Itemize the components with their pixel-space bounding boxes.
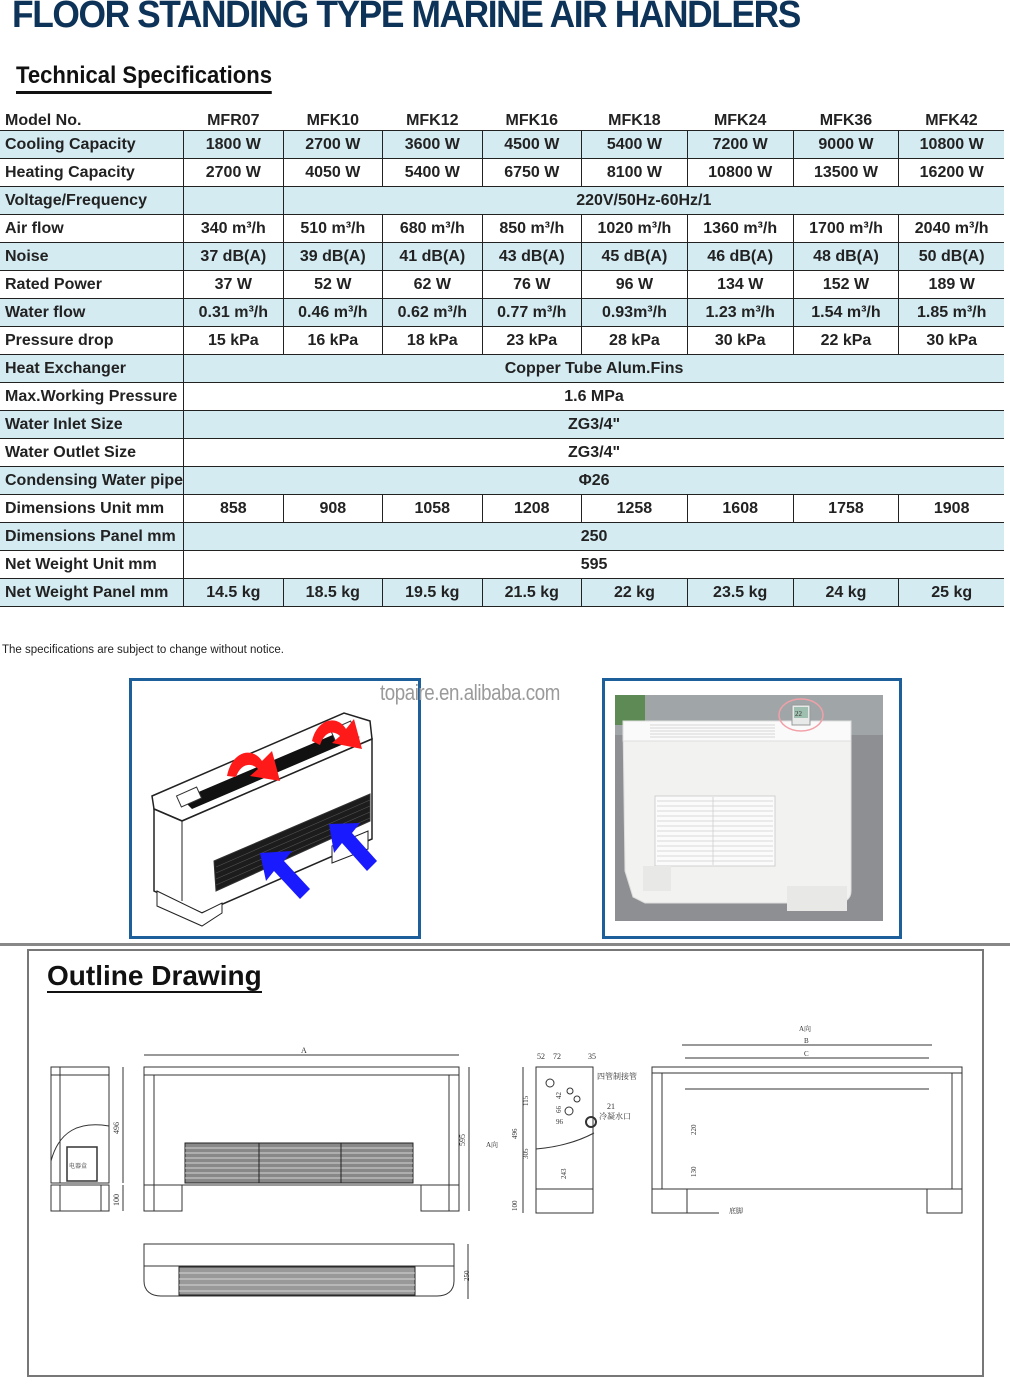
- spec-cell-span: 1.6 MPa: [184, 383, 1004, 411]
- spec-cell: 30 kPa: [687, 327, 793, 355]
- spec-row-label: Max.Working Pressure: [0, 383, 184, 411]
- spec-row-label: Net Weight Unit mm: [0, 551, 184, 579]
- dim-52-label: 52: [537, 1052, 545, 1061]
- spec-cell: 45 dB(A): [582, 243, 688, 271]
- model-name: MFK12: [383, 108, 482, 131]
- spec-cell: 1.85 m³/h: [899, 299, 1004, 327]
- outline-technical-drawing: [29, 951, 982, 1375]
- dim-c-label: C: [804, 1050, 809, 1058]
- thermostat-display: 22: [795, 710, 802, 718]
- spec-cell: 510 m³/h: [283, 215, 382, 243]
- spec-cell-span: Φ26: [184, 467, 1004, 495]
- spec-cell-span: ZG3/4": [184, 439, 1004, 467]
- watermark-text: topaire.en.alibaba.com: [380, 680, 560, 705]
- spec-cell: 24 kg: [793, 579, 899, 607]
- spec-row-label: Noise: [0, 243, 184, 271]
- dim-96-label: 96: [556, 1118, 563, 1126]
- spec-cell: 76 W: [482, 271, 581, 299]
- spec-cell: 1.23 m³/h: [687, 299, 793, 327]
- spec-cell-span: 220V/50Hz-60Hz/1: [283, 187, 1004, 215]
- dim-100-label: 100: [112, 1194, 121, 1206]
- unit-photo-image: [602, 678, 902, 939]
- spec-row: [0, 383, 1004, 411]
- spec-row: [0, 159, 1004, 187]
- dim-66-label: 66: [555, 1106, 563, 1113]
- spec-row: [0, 495, 1004, 523]
- spec-cell: 1360 m³/h: [687, 215, 793, 243]
- spec-cell: 3600 W: [383, 131, 482, 159]
- spec-cell: 0.93m³/h: [582, 299, 688, 327]
- spec-cell: 9000 W: [793, 131, 899, 159]
- dim-72-label: 72: [553, 1052, 561, 1061]
- spec-cell-span: ZG3/4": [184, 411, 1004, 439]
- electrical-box-label: 电器盒: [69, 1164, 88, 1170]
- dim-496-label: 496: [112, 1122, 121, 1134]
- dim-496b-label: 496: [511, 1128, 519, 1139]
- spec-cell: 21.5 kg: [482, 579, 581, 607]
- spec-row-label: Air flow: [0, 215, 184, 243]
- outline-drawing-panel: [27, 949, 984, 1377]
- model-name: MFK42: [899, 108, 1004, 131]
- spec-cell: 14.5 kg: [184, 579, 283, 607]
- spec-row: [0, 355, 1004, 383]
- foot-label: 底脚: [729, 1207, 743, 1215]
- spec-cell: 37 W: [184, 271, 283, 299]
- section-title-technical-specifications: Technical Specifications: [16, 62, 272, 94]
- spec-cell: 23 kPa: [482, 327, 581, 355]
- spec-cell: 10800 W: [687, 159, 793, 187]
- spec-cell: 96 W: [582, 271, 688, 299]
- model-name: MFK18: [582, 108, 688, 131]
- dim-243-label: 243: [560, 1168, 568, 1179]
- disclaimer-note: The specifications are subject to change without notice.: [2, 644, 284, 656]
- spec-cell: 0.62 m³/h: [383, 299, 482, 327]
- dim-595-label: 595: [458, 1134, 467, 1146]
- model-header-row: [0, 108, 1004, 131]
- spec-cell: 5400 W: [383, 159, 482, 187]
- spec-cell: 37 dB(A): [184, 243, 283, 271]
- spec-row: [0, 551, 1004, 579]
- spec-cell: 2700 W: [283, 131, 382, 159]
- fan-coil-unit-photo: [605, 681, 899, 936]
- model-name: MFR07: [184, 108, 283, 131]
- spec-row-label: Dimensions Panel mm: [0, 523, 184, 551]
- model-name: MFK10: [283, 108, 382, 131]
- dim-250-label: 250: [463, 1270, 471, 1281]
- spec-cell: 134 W: [687, 271, 793, 299]
- spec-row: [0, 579, 1004, 607]
- spec-cell: 43 dB(A): [482, 243, 581, 271]
- spec-cell: 152 W: [793, 271, 899, 299]
- spec-cell: 1758: [793, 495, 899, 523]
- spec-cell-span: 595: [184, 551, 1004, 579]
- spec-cell: 189 W: [899, 271, 1004, 299]
- spec-row-label: Pressure drop: [0, 327, 184, 355]
- spec-cell: 10800 W: [899, 131, 1004, 159]
- model-name: MFK16: [482, 108, 581, 131]
- spec-cell: 8100 W: [582, 159, 688, 187]
- dim-100b-label: 100: [511, 1200, 519, 1211]
- spec-cell: 1020 m³/h: [582, 215, 688, 243]
- spec-cell: 28 kPa: [582, 327, 688, 355]
- spec-cell: 0.46 m³/h: [283, 299, 382, 327]
- spec-row-label: Water Outlet Size: [0, 439, 184, 467]
- spec-row-label: Dimensions Unit mm: [0, 495, 184, 523]
- section-title-outline-drawing: Outline Drawing: [47, 960, 262, 991]
- spec-cell: 15 kPa: [184, 327, 283, 355]
- spec-cell: 1.54 m³/h: [793, 299, 899, 327]
- spec-cell: 1800 W: [184, 131, 283, 159]
- spec-cell: 850 m³/h: [482, 215, 581, 243]
- condensate-outlet-label: 冷凝水口: [599, 1112, 631, 1121]
- spec-cell: 22 kg: [582, 579, 688, 607]
- spec-cell: 23.5 kg: [687, 579, 793, 607]
- dim-35-label: 35: [588, 1052, 596, 1061]
- model-name: MFK36: [793, 108, 899, 131]
- spec-row: [0, 523, 1004, 551]
- model-name: MFK24: [687, 108, 793, 131]
- spec-row-label: Water flow: [0, 299, 184, 327]
- spec-cell: 858: [184, 495, 283, 523]
- spec-row-label: Voltage/Frequency: [0, 187, 184, 215]
- spec-cell: 30 kPa: [899, 327, 1004, 355]
- spec-row: [0, 467, 1004, 495]
- spec-cell: 18 kPa: [383, 327, 482, 355]
- dim-115-label: 115: [522, 1095, 530, 1106]
- spec-row: [0, 271, 1004, 299]
- spec-cell: 16200 W: [899, 159, 1004, 187]
- spec-cell-empty: [184, 187, 283, 215]
- spec-cell: 680 m³/h: [383, 215, 482, 243]
- spec-cell: 1208: [482, 495, 581, 523]
- spec-cell: 0.31 m³/h: [184, 299, 283, 327]
- dim-305-label: 305: [522, 1148, 530, 1159]
- spec-cell: 52 W: [283, 271, 382, 299]
- spec-row-label: Cooling Capacity: [0, 131, 184, 159]
- spec-row: [0, 439, 1004, 467]
- spec-cell: 16 kPa: [283, 327, 382, 355]
- spec-cell: 1258: [582, 495, 688, 523]
- spec-row-label: Heating Capacity: [0, 159, 184, 187]
- fan-coil-airflow-illustration: [132, 681, 418, 936]
- spec-table: [0, 108, 1004, 607]
- spec-cell: 2700 W: [184, 159, 283, 187]
- spec-cell: 1908: [899, 495, 1004, 523]
- spec-cell: 4050 W: [283, 159, 382, 187]
- spec-cell: 22 kPa: [793, 327, 899, 355]
- model-label: Model No.: [0, 108, 184, 131]
- spec-cell: 5400 W: [582, 131, 688, 159]
- spec-cell: 1700 m³/h: [793, 215, 899, 243]
- spec-cell: 1608: [687, 495, 793, 523]
- spec-cell-span: 250: [184, 523, 1004, 551]
- spec-cell: 340 m³/h: [184, 215, 283, 243]
- spec-row: [0, 243, 1004, 271]
- a-direction-label: A向: [486, 1141, 499, 1149]
- page-title: FLOOR STANDING TYPE MARINE AIR HANDLERS: [12, 0, 800, 36]
- spec-cell: 46 dB(A): [687, 243, 793, 271]
- dim-42-label: 42: [555, 1092, 563, 1099]
- spec-cell: 7200 W: [687, 131, 793, 159]
- spec-row: [0, 131, 1004, 159]
- spec-cell: 1058: [383, 495, 482, 523]
- dim-130-label: 130: [690, 1166, 698, 1177]
- spec-cell: 25 kg: [899, 579, 1004, 607]
- spec-cell: 18.5 kg: [283, 579, 382, 607]
- spec-row: [0, 187, 1004, 215]
- spec-row: [0, 215, 1004, 243]
- spec-row-label: Condensing Water pipe: [0, 467, 184, 495]
- spec-row-label: Rated Power: [0, 271, 184, 299]
- spec-cell: 50 dB(A): [899, 243, 1004, 271]
- spec-cell: 908: [283, 495, 382, 523]
- spec-row-label: Heat Exchanger: [0, 355, 184, 383]
- spec-row-label: Water Inlet Size: [0, 411, 184, 439]
- four-pipe-connection-label: 四管制接管: [597, 1072, 637, 1081]
- dim-220-label: 220: [690, 1124, 698, 1135]
- spec-cell: 62 W: [383, 271, 482, 299]
- spec-row-label: Net Weight Panel mm: [0, 579, 184, 607]
- spec-row: [0, 327, 1004, 355]
- dim-a-label: A: [301, 1046, 307, 1055]
- spec-cell: 6750 W: [482, 159, 581, 187]
- dim-b-label: B: [804, 1037, 809, 1045]
- spec-row: [0, 299, 1004, 327]
- dim-21-label: 21: [607, 1102, 615, 1111]
- spec-cell: 4500 W: [482, 131, 581, 159]
- spec-cell: 0.77 m³/h: [482, 299, 581, 327]
- airflow-diagram-image: [129, 678, 421, 939]
- spec-row: [0, 411, 1004, 439]
- spec-cell: 48 dB(A): [793, 243, 899, 271]
- spec-cell: 19.5 kg: [383, 579, 482, 607]
- spec-cell: 41 dB(A): [383, 243, 482, 271]
- section-divider: [0, 943, 1010, 946]
- spec-cell: 13500 W: [793, 159, 899, 187]
- a-direction-view-label: A向: [799, 1025, 812, 1033]
- spec-cell: 2040 m³/h: [899, 215, 1004, 243]
- spec-cell: 39 dB(A): [283, 243, 382, 271]
- spec-cell-span: Copper Tube Alum.Fins: [184, 355, 1004, 383]
